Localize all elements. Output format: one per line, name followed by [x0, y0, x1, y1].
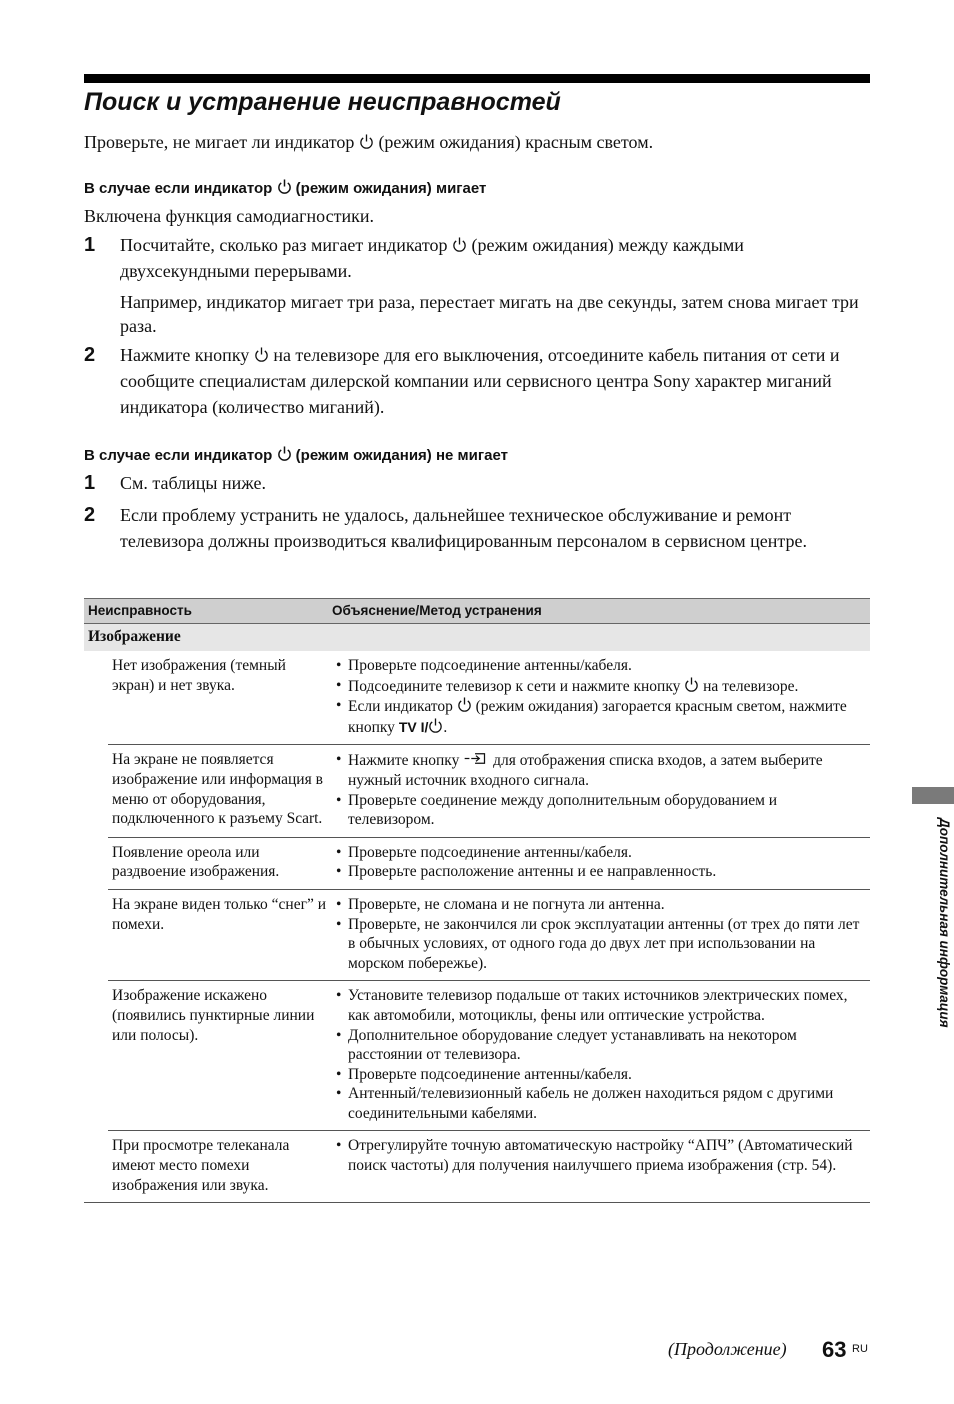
- solution-text-a: Нажмите кнопку: [348, 752, 464, 770]
- category-label: Изображение: [84, 624, 870, 652]
- solution-text-a: Подсоедините телевизор к сети и нажмите кнопку: [348, 677, 685, 695]
- problem-cell: Появление ореола или раздвоение изображения.: [108, 837, 332, 889]
- step-text-a: Посчитайте, сколько раз мигает индикатор: [120, 235, 452, 255]
- page-number: 63: [822, 1337, 847, 1362]
- row-indent: [84, 981, 108, 1131]
- solution-item: • Дополнительное оборудование следует устанавливать на некотором расстоянии от телевизора.: [336, 1026, 864, 1065]
- tv-button-label: TV I/: [398, 718, 429, 735]
- row-indent: [84, 651, 108, 745]
- solution-item: [336, 750, 864, 790]
- table-row: [84, 981, 870, 1131]
- problem-cell: Изображение искажено (появились пунктирные линии или полосы).: [108, 981, 332, 1131]
- table-row: [84, 1131, 870, 1203]
- solution-text-a: Если индикатор: [348, 698, 457, 716]
- problem-cell: На экране не появляется изображение или информация в меню от оборудования, подключенного к разъему Scart.: [108, 745, 332, 837]
- continued-label: (Продолжение): [668, 1339, 787, 1359]
- problem-cell: На экране виден только “снег” и помехи.: [108, 889, 332, 980]
- row-indent: [84, 745, 108, 837]
- intro-b: (режим ожидания) красным светом.: [373, 132, 654, 152]
- section1-heading: [84, 178, 486, 197]
- solution-item: [336, 696, 864, 737]
- section2-heading-a: В случае если индикатор: [84, 447, 277, 464]
- solution-item: • Проверьте, не сломана и не погнута ли антенна.: [336, 895, 864, 915]
- row-indent: [84, 1131, 108, 1203]
- solution-text-b: на телевизоре.: [699, 677, 799, 695]
- solution-cell: [332, 651, 870, 745]
- step-number: 1: [84, 472, 96, 494]
- solution-text-c: .: [443, 718, 448, 736]
- top-rule: [84, 74, 870, 83]
- step-text: Если проблему устранить не удалось, дальнейшее техническое обслуживание и ремонт телевизора должны производиться квалифицированным персоналом в сервисном центре.: [120, 505, 807, 551]
- section-tab-marker: [912, 787, 954, 804]
- section1-lead: Включена функция самодиагностики.: [84, 206, 374, 226]
- column-header-problem: Неисправность: [84, 599, 332, 624]
- row-indent: [84, 889, 108, 980]
- troubleshooting-table: [84, 598, 870, 1203]
- table-header-row: [84, 599, 870, 624]
- solution-text-b: для отображения списка входов, а затем выберите нужный источник входного сигнала.: [348, 752, 823, 789]
- column-header-solution: Объяснение/Метод устранения: [332, 599, 870, 624]
- solution-cell: [332, 745, 870, 837]
- solution-cell: [332, 981, 870, 1131]
- solution-item: • Проверьте, не закончился ли срок эксплуатации антенны (от трех до пяти лет в обычных условиях, от одного года до двух лет при использовании на морском побережье).: [336, 915, 864, 974]
- input-select-icon: [463, 750, 489, 767]
- step-text: [120, 342, 870, 420]
- step-number: 2: [84, 504, 96, 526]
- step-text: [120, 232, 870, 284]
- solution-item: [336, 676, 864, 697]
- power-standby-icon: [684, 676, 699, 693]
- section1-heading-b: (режим ожидания) мигает: [291, 180, 487, 197]
- solution-item: • Проверьте расположение антенны и ее направленность.: [336, 862, 864, 882]
- step-text-a: Нажмите кнопку: [120, 345, 254, 365]
- power-standby-icon: [359, 133, 374, 150]
- step-example-text: Например, индикатор мигает три раза, перестает мигать на две секунды, затем снова мигает три раза.: [120, 292, 859, 336]
- table-row: [84, 745, 870, 837]
- step-text: См. таблицы ниже.: [120, 473, 266, 493]
- solution-cell: [332, 889, 870, 980]
- solution-item: • Проверьте подсоединение антенны/кабеля.: [336, 843, 864, 863]
- intro-text: [84, 129, 653, 155]
- solution-text-b: (режим ожидания) загорается красным светом, нажмите кнопку: [348, 698, 847, 736]
- power-standby-icon: [457, 696, 472, 713]
- solution-cell: [332, 1131, 870, 1203]
- power-standby-icon: [452, 236, 467, 253]
- step-number: 1: [84, 234, 96, 256]
- problem-cell: Нет изображения (темный экран) и нет звука.: [108, 651, 332, 745]
- table-row: [84, 837, 870, 889]
- side-section-label: Дополнительная информация: [937, 818, 952, 1028]
- table-row: [84, 889, 870, 980]
- row-indent: [84, 837, 108, 889]
- category-row: [84, 624, 870, 652]
- step-text-b: на телевизоре для его выключения, отсоедините кабель питания от сети и сообщите специалистам дилерской компании или сервисного центра Sony характер миганий индикатора (количество миганий).: [120, 345, 840, 417]
- page-title: Поиск и устранение неисправностей: [84, 88, 561, 116]
- language-code: RU: [852, 1343, 868, 1355]
- intro-a: Проверьте, не мигает ли индикатор: [84, 132, 359, 152]
- section1-heading-a: В случае если индикатор: [84, 180, 277, 197]
- solution-item: • Установите телевизор подальше от таких источников электрических помех, как автомобили, мотоциклы, фены или оптические устройства.: [336, 986, 864, 1025]
- power-standby-icon: [277, 178, 292, 195]
- power-standby-icon: [254, 346, 269, 363]
- step-text-b: (режим ожидания) между каждыми двухсекундными перерывами.: [120, 235, 744, 281]
- table-row: [84, 651, 870, 745]
- solution-item: • Отрегулируйте точную автоматическую настройку “АПЧ” (Автоматический поиск частоты) для получения наилучшего приема изображения (стр. 54).: [336, 1136, 864, 1175]
- section2-heading: [84, 445, 508, 464]
- solution-item: • Проверьте подсоединение антенны/кабеля.: [336, 656, 864, 676]
- solution-item: • Антенный/телевизионный кабель не должен находиться рядом с другими соединительными кабелями.: [336, 1084, 864, 1123]
- power-standby-icon: [428, 717, 443, 734]
- solution-cell: [332, 837, 870, 889]
- section2-heading-b: (режим ожидания) не мигает: [291, 447, 508, 464]
- problem-cell: При просмотре телеканала имеют место помехи изображения или звука.: [108, 1131, 332, 1203]
- solution-item: • Проверьте подсоединение антенны/кабеля.: [336, 1065, 864, 1085]
- power-standby-icon: [277, 445, 292, 462]
- step-number: 2: [84, 344, 96, 366]
- solution-item: • Проверьте соединение между дополнительным оборудованием и телевизором.: [336, 791, 864, 830]
